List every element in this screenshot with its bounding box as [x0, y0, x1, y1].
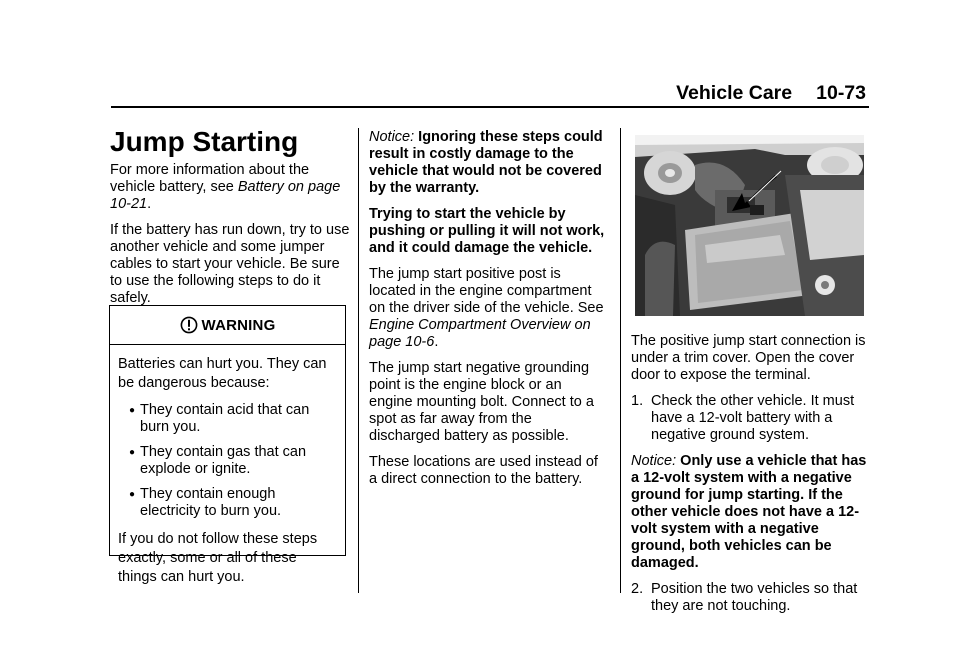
engine-overview-link[interactable]: Engine Compartment Overview on page 10-6: [369, 317, 591, 350]
photo-caption: The positive jump start connection is under a trim cover. Open the cover door to expose the terminal.: [631, 333, 866, 383]
negative-ground-paragraph: The jump start negative grounding point is the engine block or an engine mounting bolt. Connect to a spot as far away from the discharged battery as possible.: [369, 360, 594, 444]
step-text: Check the other vehicle. It must have a 12-volt battery with a negative ground system.: [651, 393, 855, 443]
page-number: 10-73: [816, 82, 866, 104]
bullet-text: They contain gas that can explode or ignite.: [140, 444, 307, 477]
warning-list: [118, 402, 337, 520]
positive-post-paragraph: [369, 266, 605, 351]
warning-intro: Batteries can hurt you. They can be dangerous because:: [118, 356, 327, 391]
positive-post-text: The jump start positive post is located in the engine compartment on the driver side of the vehicle. See: [369, 266, 604, 316]
page-header: [676, 82, 866, 105]
notice-label: Notice:: [631, 453, 677, 469]
steps-list-a: [631, 393, 867, 444]
bullet-text: They contain enough electricity to burn you.: [140, 486, 282, 519]
warning-box: [109, 305, 346, 585]
push-warning-paragraph: Trying to start the vehicle by pushing or pulling it will not work, and it could damage the vehicle.: [369, 206, 605, 256]
battery-link[interactable]: Battery on page 10-21: [110, 179, 341, 212]
warning-outro: If you do not follow these steps exactly, some or all of these things can hurt you.: [118, 531, 318, 585]
page-title: Jump Starting: [110, 126, 299, 157]
column-2: [369, 129, 605, 497]
step-text: Position the two vehicles so that they are not touching.: [651, 581, 858, 614]
notice-text: Only use a vehicle that has a 12-volt system with a negative ground for jump starting. If the other vehicle does not have a 12-volt system with a negative ground, both vehicles can be damaged.: [631, 453, 867, 571]
positive-post-end: .: [434, 334, 439, 350]
step-number: 1.: [631, 393, 644, 409]
warning-bullet: [118, 486, 337, 520]
header-rule: [111, 106, 869, 108]
notice-label: Notice:: [369, 129, 415, 145]
column-3: [631, 333, 867, 624]
bullet-text: They contain acid that can burn you.: [140, 402, 310, 435]
warning-bullet: [118, 444, 337, 478]
step-item: [631, 581, 867, 615]
intro-end: .: [147, 196, 152, 212]
step-number: 2.: [631, 581, 644, 597]
warning-body: [110, 345, 345, 587]
step-item: [631, 393, 867, 444]
warning-icon: [180, 316, 198, 334]
bullet-icon: ●: [128, 447, 135, 458]
run-down-paragraph: If the battery has run down, try to use another vehicle and some jumper cables to start your vehicle. Be sure to use the following steps to do it safely.: [110, 222, 350, 306]
warning-header: [110, 306, 345, 345]
column-divider: [358, 128, 359, 593]
warning-bullet: [118, 402, 337, 436]
section-title: Vehicle Care: [676, 82, 793, 104]
steps-list-b: [631, 581, 867, 615]
bullet-icon: ●: [128, 489, 135, 500]
locations-paragraph: These locations are used instead of a direct connection to the battery.: [369, 454, 598, 487]
bullet-icon: ●: [128, 405, 135, 416]
column-divider: [620, 128, 621, 593]
column-1: [110, 162, 350, 316]
notice-text: Ignoring these steps could result in costly damage to the vehicle that would not be covered by the warranty.: [369, 129, 603, 196]
engine-compartment-photo: [635, 135, 864, 316]
intro-text: For more information about the vehicle battery, see: [110, 162, 310, 195]
notice-paragraph: [631, 453, 867, 572]
intro-paragraph: [110, 162, 350, 213]
warning-label: WARNING: [201, 316, 276, 334]
notice-paragraph: [369, 129, 605, 197]
